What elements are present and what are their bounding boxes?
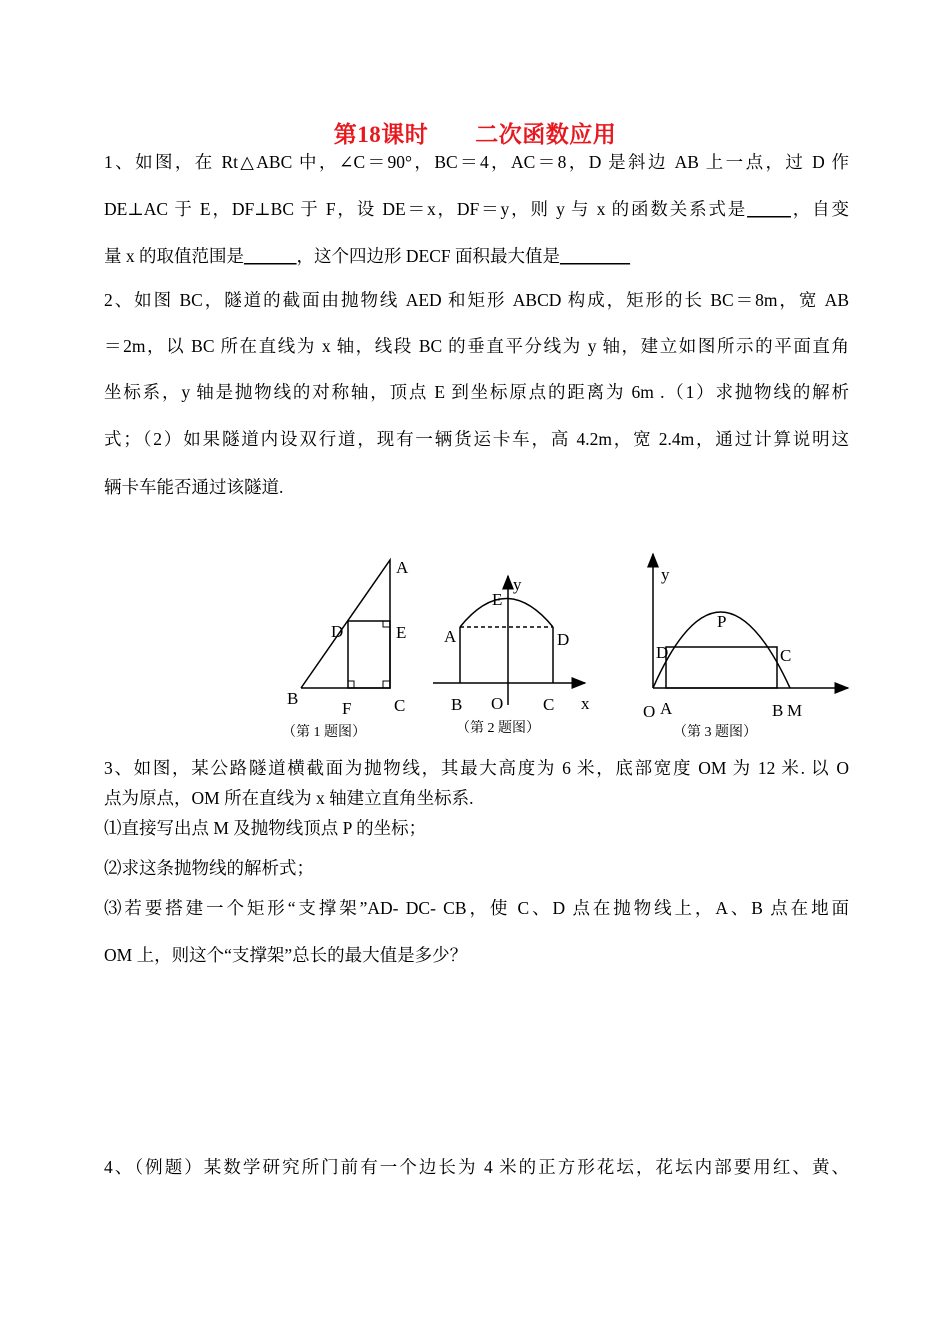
q1-line-3 xyxy=(104,243,849,268)
fig1-label-d: D xyxy=(331,622,344,641)
fig2-label-x: x xyxy=(581,694,590,713)
fig1-label-e: E xyxy=(396,623,407,642)
fig1-label-f: F xyxy=(342,699,352,718)
q1-line-1: 1、如图，在 Rt△ABC 中，∠C＝90°，BC＝4，AC＝8，D 是斜边 AB 上一点，过 D 作 xyxy=(104,152,849,172)
fig2-label-c: C xyxy=(543,695,555,714)
q3-part-3-cont: OM 上，则这个“支撑架”总长的最大值是多少？ xyxy=(104,945,468,965)
fig3-caption: （第 3 题图） xyxy=(673,725,757,740)
fig3-rectangle xyxy=(666,647,777,688)
q3-line-1: 3、如图，某公路隧道横截面为抛物线，其最大高度为 6 米，底部宽度 OM 为 12 米. 以 O xyxy=(104,758,849,778)
fig3-label-y: y xyxy=(661,565,670,584)
q1-blank-3: ________ xyxy=(559,246,630,266)
q1-line-2-text: DE⊥AC 于 E，DF⊥BC 于 F，设 DE＝x，DF＝y，则 y 与 x 的函数关系式是 xyxy=(104,199,748,219)
q2-line-1: 2、如图 BC，隧道的截面由抛物线 AED 和矩形 ABCD 构成，矩形的长 BC＝8m，宽 AB xyxy=(104,290,849,310)
q1-line-2 xyxy=(104,196,849,221)
fig1-right-angle-e xyxy=(383,621,390,627)
q1-line-3-mid: ，这个四边形 DECF 面积最大值是 xyxy=(296,246,560,266)
fig1-caption: （第 1 题图） xyxy=(282,725,366,740)
figures xyxy=(0,540,950,750)
fig2-caption: （第 2 题图） xyxy=(456,721,540,736)
fig1-right-angle-c xyxy=(383,681,390,688)
q2-line-2: ＝2m，以 BC 所在直线为 x 轴，线段 BC 的垂直平分线为 y 轴，建立如图所示的平面直角 xyxy=(104,336,849,356)
fig3-label-b: B xyxy=(772,701,784,720)
q1-blank-2: ______ xyxy=(244,246,297,266)
fig1-right-angle-f xyxy=(348,681,354,688)
fig3-label-a: A xyxy=(660,699,673,718)
q3-line-2: 点为原点，OM 所在直线为 x 轴建立直角坐标系. xyxy=(104,788,474,808)
fig2-label-y: y xyxy=(513,575,522,594)
fig2-label-o: O xyxy=(491,694,504,713)
fig3-label-p: P xyxy=(717,612,727,631)
fig1-label-c: C xyxy=(394,696,406,715)
fig3-label-o: O xyxy=(643,702,656,721)
q3-part-2: ⑵求这条抛物线的解析式； xyxy=(104,858,314,878)
fig2-label-b: B xyxy=(451,695,463,714)
q1-line-3-text: 量 x 的取值范围是 xyxy=(104,246,244,266)
figure-3-arch xyxy=(653,554,848,688)
fig1-label-b: B xyxy=(287,689,299,708)
fig2-label-d: D xyxy=(557,630,570,649)
fig3-label-m: M xyxy=(787,701,803,720)
q1-blank-1: _____ xyxy=(747,199,791,219)
q1-line-2-tail: ，自变 xyxy=(790,199,850,219)
fig2-parabola xyxy=(460,599,553,628)
page-title: 第18课时 二次函数应用 xyxy=(333,122,617,147)
q2-line-4: 式；（2）如果隧道内设双行道，现有一辆货运卡车，高 4.2m，宽 2.4m，通过计算说明这 xyxy=(104,429,849,449)
q2-line-5: 辆卡车能否通过该隧道. xyxy=(104,477,284,497)
figure-1-triangle xyxy=(301,560,390,688)
q3-part-3: ⑶若要搭建一个矩形“支撑架”AD- DC- CB，使 C、D 点在抛物线上，A、B 点在地面 xyxy=(104,898,849,918)
fig3-label-c: C xyxy=(780,646,792,665)
fig1-label-a: A xyxy=(396,558,409,577)
fig2-label-e: E xyxy=(492,590,503,609)
q4-line-1: 4、（例题）某数学研究所门前有一个边长为 4 米的正方形花坛，花坛内部要用红、黄、 xyxy=(104,1157,849,1177)
fig1-triangle-shape xyxy=(301,560,390,688)
fig3-label-d: D xyxy=(656,643,669,662)
fig2-label-a: A xyxy=(444,627,457,646)
q2-line-3: 坐标系，y 轴是抛物线的对称轴，顶点 E 到坐标原点的距离为 6m .（1）求抛物线的解析 xyxy=(104,382,849,402)
q3-part-1: ⑴直接写出点 M 及抛物线顶点 P 的坐标； xyxy=(104,818,427,838)
fig1-rectangle xyxy=(348,621,390,688)
